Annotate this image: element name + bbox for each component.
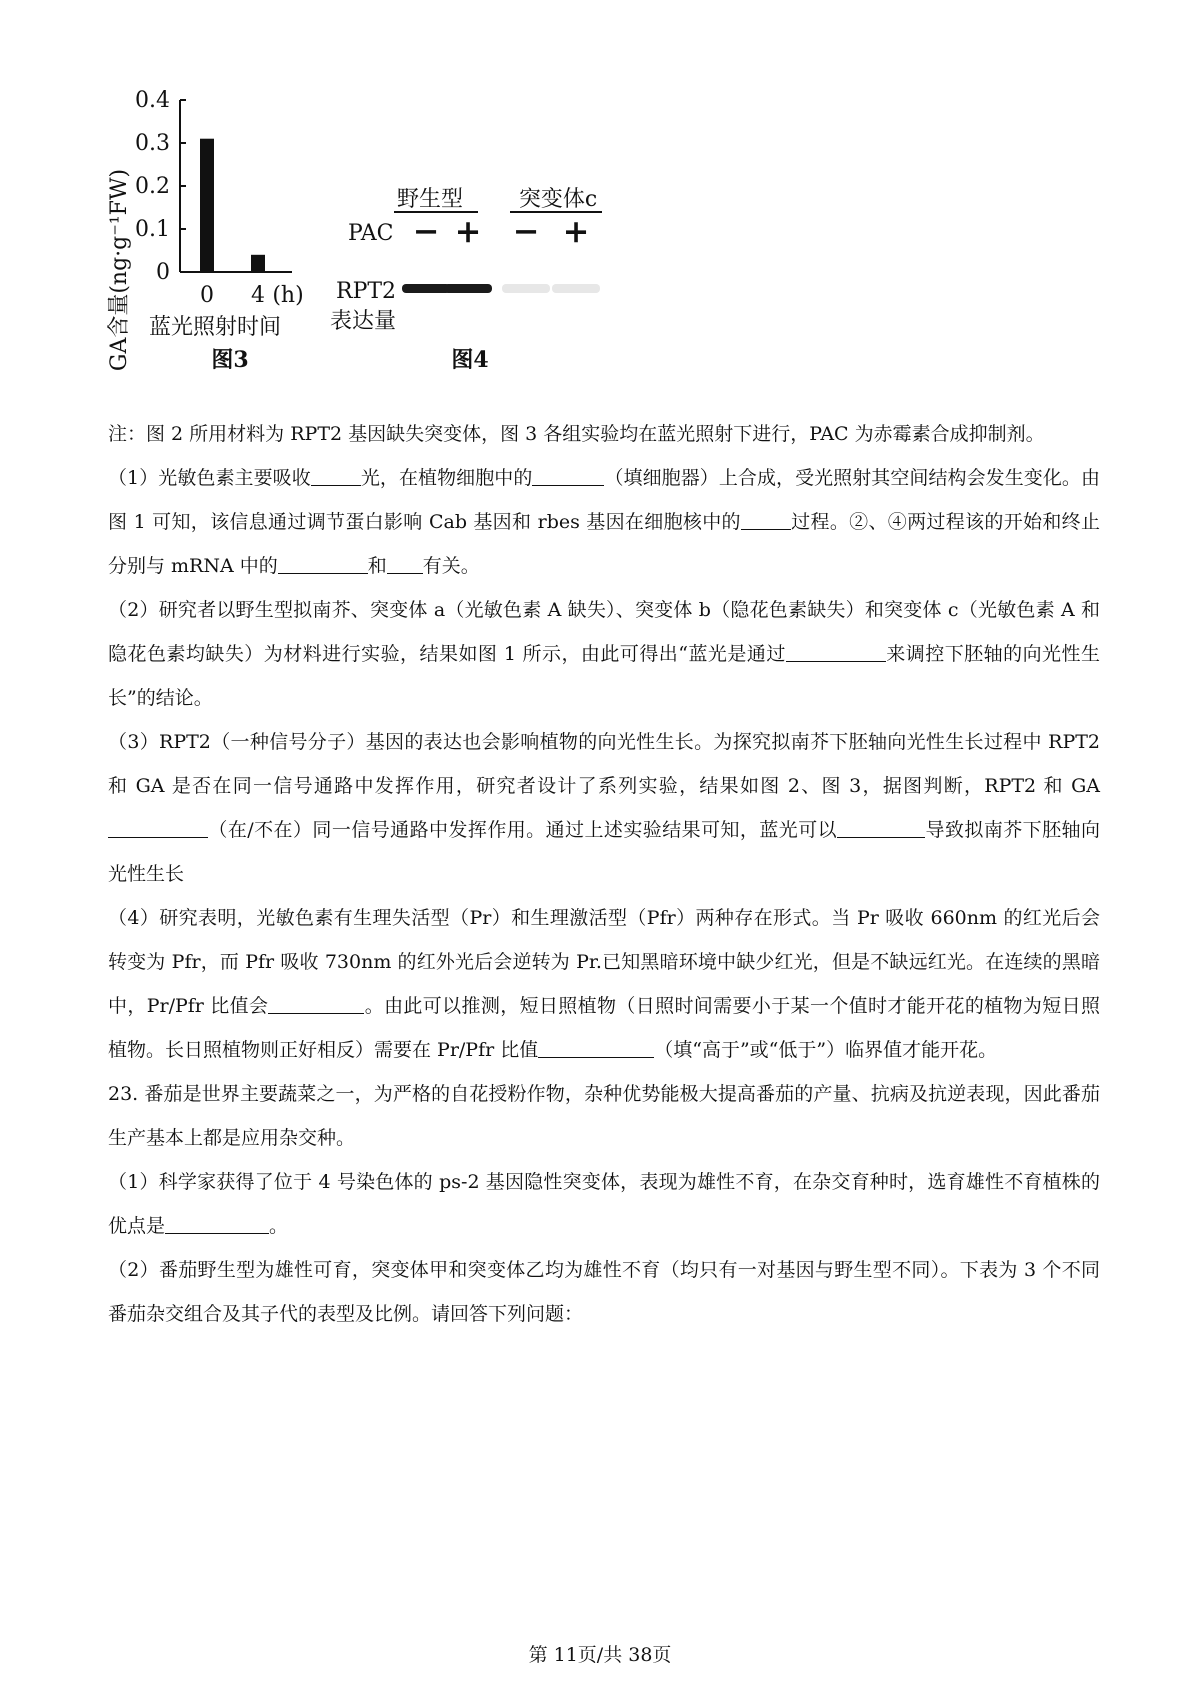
answer-blank[interactable] <box>786 643 886 662</box>
figure-note: 注：图 2 所用材料为 RPT2 基因缺失突变体，图 3 各组实验均在蓝光照射下进行，PAC 为赤霉素合成抑制剂。 <box>108 423 1045 445</box>
y-tick-label: 0.2 <box>135 174 170 199</box>
rpt2-band <box>502 284 550 293</box>
figure-4-caption: 图4 <box>451 347 489 373</box>
answer-blank[interactable] <box>741 511 791 530</box>
question-22-part-4: （4）研究表明，光敏色素有生理失活型（Pr）和生理激活型（Pfr）两种存在形式。当 Pr 吸收 660nm 的红光后会转变为 Pfr，而 Pfr 吸收 730nm 的红外光后会逆转为 Pr.已知黑暗环境中缺少红光，但是不缺远红光。在连续的黑暗中，Pr/Pfr 比值会 。由此可以推测，短日照植物（日照时间需要小于某一个值时才能开花的植物为短日照植物。长日照植物则正好相反）需要在 Pr/Pfr 比值 （填“高于”或“低于”）临界值才能开花。 <box>108 907 1100 1061</box>
pac-plus-sign: + <box>454 212 482 250</box>
answer-blank[interactable] <box>311 467 361 486</box>
answer-blank[interactable] <box>532 467 604 486</box>
y-axis-label: GA含量(ng·g⁻¹FW) <box>107 168 132 372</box>
question-23-part-2: （2）番茄野生型为雄性可育，突变体甲和突变体乙均为雄性不育（均只有一对基因与野生型不同）。下表为 3 个不同番茄杂交组合及其子代的表型及比例。请回答下列问题： <box>108 1259 1100 1325</box>
answer-blank[interactable] <box>278 555 368 574</box>
pac-minus-sign: − <box>412 212 440 250</box>
bar-0 <box>200 139 214 272</box>
page-footer: 第 11页/共 38页 <box>528 1644 672 1666</box>
x-tick-label: 4 <box>251 283 265 308</box>
bar-4 <box>251 255 265 272</box>
figure-area <box>100 80 720 420</box>
y-tick-label: 0.1 <box>135 217 170 242</box>
y-tick-label: 0 <box>156 260 170 285</box>
rpt2-band <box>402 284 450 293</box>
answer-blank[interactable] <box>108 819 208 838</box>
x-unit-label: (h) <box>272 283 304 308</box>
pac-minus-sign: − <box>512 212 540 250</box>
answer-blank[interactable] <box>268 995 364 1014</box>
y-tick-label: 0.3 <box>135 131 170 156</box>
rpt2-band <box>444 284 492 293</box>
pac-label: PAC <box>348 221 394 246</box>
y-tick-label: 0.4 <box>135 88 170 113</box>
rpt2-band <box>552 284 600 293</box>
figure-3-caption: 图3 <box>211 347 249 373</box>
rpt2-label: RPT2 <box>336 279 397 304</box>
question-23-part-1: （1）科学家获得了位于 4 号染色体的 ps-2 基因隐性突变体，表现为雄性不育，在杂交育种时，选育雄性不育植株的优点是 。 <box>108 1171 1100 1237</box>
question-23-intro: 23. 番茄是世界主要蔬菜之一，为严格的自花授粉作物，杂种优势能极大提高番茄的产量、抗病及抗逆表现，因此番茄生产基本上都是应用杂交种。 <box>108 1083 1100 1149</box>
mutant-c-header: 突变体c <box>518 187 598 212</box>
figure-4-blot <box>330 80 630 420</box>
answer-blank[interactable] <box>165 1215 269 1234</box>
question-22-part-2: （2）研究者以野生型拟南芥、突变体 a（光敏色素 A 缺失）、突变体 b（隐花色素缺失）和突变体 c（光敏色素 A 和隐花色素均缺失）为材料进行实验，结果如图 1 所示，由此可得出“蓝光是通过 来调控下胚轴的向光性生长”的结论。 <box>108 599 1100 709</box>
question-body <box>108 412 1100 1336</box>
answer-blank[interactable] <box>837 819 925 838</box>
answer-blank[interactable] <box>387 555 423 574</box>
pac-plus-sign: + <box>562 212 590 250</box>
question-22-part-1: （1）光敏色素主要吸收 光，在植物细胞中的 （填细胞器）上合成，受光照射其空间结构会发生变化。由图 1 可知，该信息通过调节蛋白影响 Cab 基因和 rbes 基因在细胞核中的 过程。②、④两过程该的开始和终止分别与 mRNA 中的 和 有关。 <box>108 467 1100 577</box>
expression-label: 表达量 <box>330 309 397 334</box>
answer-blank[interactable] <box>538 1039 654 1058</box>
x-axis-label: 蓝光照射时间 <box>148 315 282 340</box>
x-tick-label: 0 <box>200 283 214 308</box>
wild-type-header: 野生型 <box>396 187 464 212</box>
question-22-part-3: （3）RPT2（一种信号分子）基因的表达也会影响植物的向光性生长。为探究拟南芥下胚轴向光性生长过程中 RPT2 和 GA 是否在同一信号通路中发挥作用，研究者设计了系列实验，结果如图 2、图 3，据图判断，RPT2 和 GA（在/不在）同一信号通路中发挥作用。通过上述实验结果可知，蓝光可以 导致拟南芥下胚轴向光性生长 <box>108 731 1100 885</box>
